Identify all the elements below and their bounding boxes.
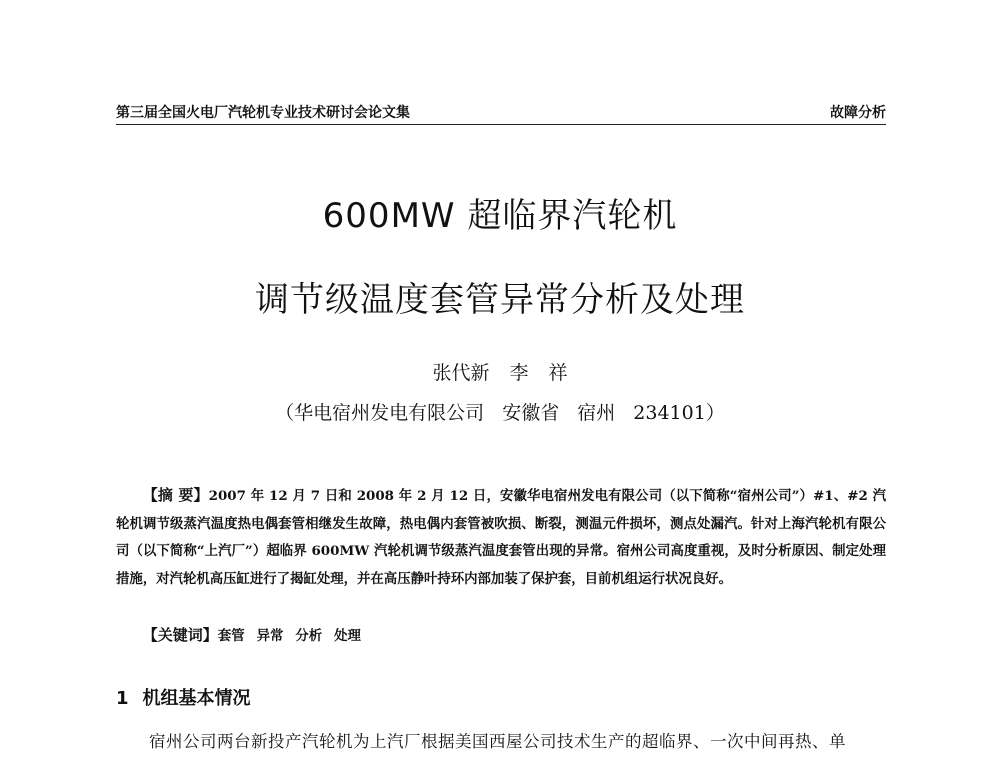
keyword: 套管 — [217, 628, 245, 644]
keyword: 分析 — [295, 628, 323, 644]
keywords-label: 【关键词】 — [142, 626, 218, 644]
affiliation: （华电宿州发电有限公司 安徽省 宿州 234101） — [275, 402, 725, 424]
section-heading — [116, 684, 251, 710]
keyword: 处理 — [334, 628, 361, 644]
keywords — [116, 624, 886, 645]
paper-title-line-1: 600MW 超临界汽轮机 — [322, 196, 678, 236]
abstract — [116, 482, 886, 593]
header-section-label: 故障分析 — [830, 105, 886, 121]
keyword: 异常 — [256, 628, 284, 644]
authors: 张代新 李 祥 — [432, 362, 568, 384]
abstract-label: 【摘 要】 — [142, 486, 209, 504]
header-proceedings-title: 第三届全国火电厂汽轮机专业技术研讨会论文集 — [116, 105, 410, 121]
section-number: 1 — [116, 688, 129, 709]
body-paragraph: 宿州公司两台新投产汽轮机为上汽厂根据美国西屋公司技术生产的超临界、一次中间再热、单 — [149, 732, 846, 751]
section-title: 机组基本情况 — [142, 688, 251, 709]
paper-title-line-2: 调节级温度套管异常分析及处理 — [255, 280, 745, 320]
abstract-text: 2007 年 12 月 7 日和 2008 年 2 月 12 日，安徽华电宿州发电有限公司（以下简称“宿州公司”）#1、#2 汽轮机调节级蒸汽温度热电偶套管相继发生故障，热电偶内套管被吹损、断裂，测温元件损坏，测点处漏汽。针对上海汽轮机有限公司（以下简称“上汽厂”）超临界 600MW 汽轮机调节级蒸汽温度套管出现的异常。宿州公司高度重视，及时分析原因、制定处理措施，对汽轮机高压缸进行了揭缸处理，并在高压静叶持环内部加装了保护套，目前机组运行状况良好。 — [116, 488, 886, 587]
running-header — [116, 100, 886, 125]
